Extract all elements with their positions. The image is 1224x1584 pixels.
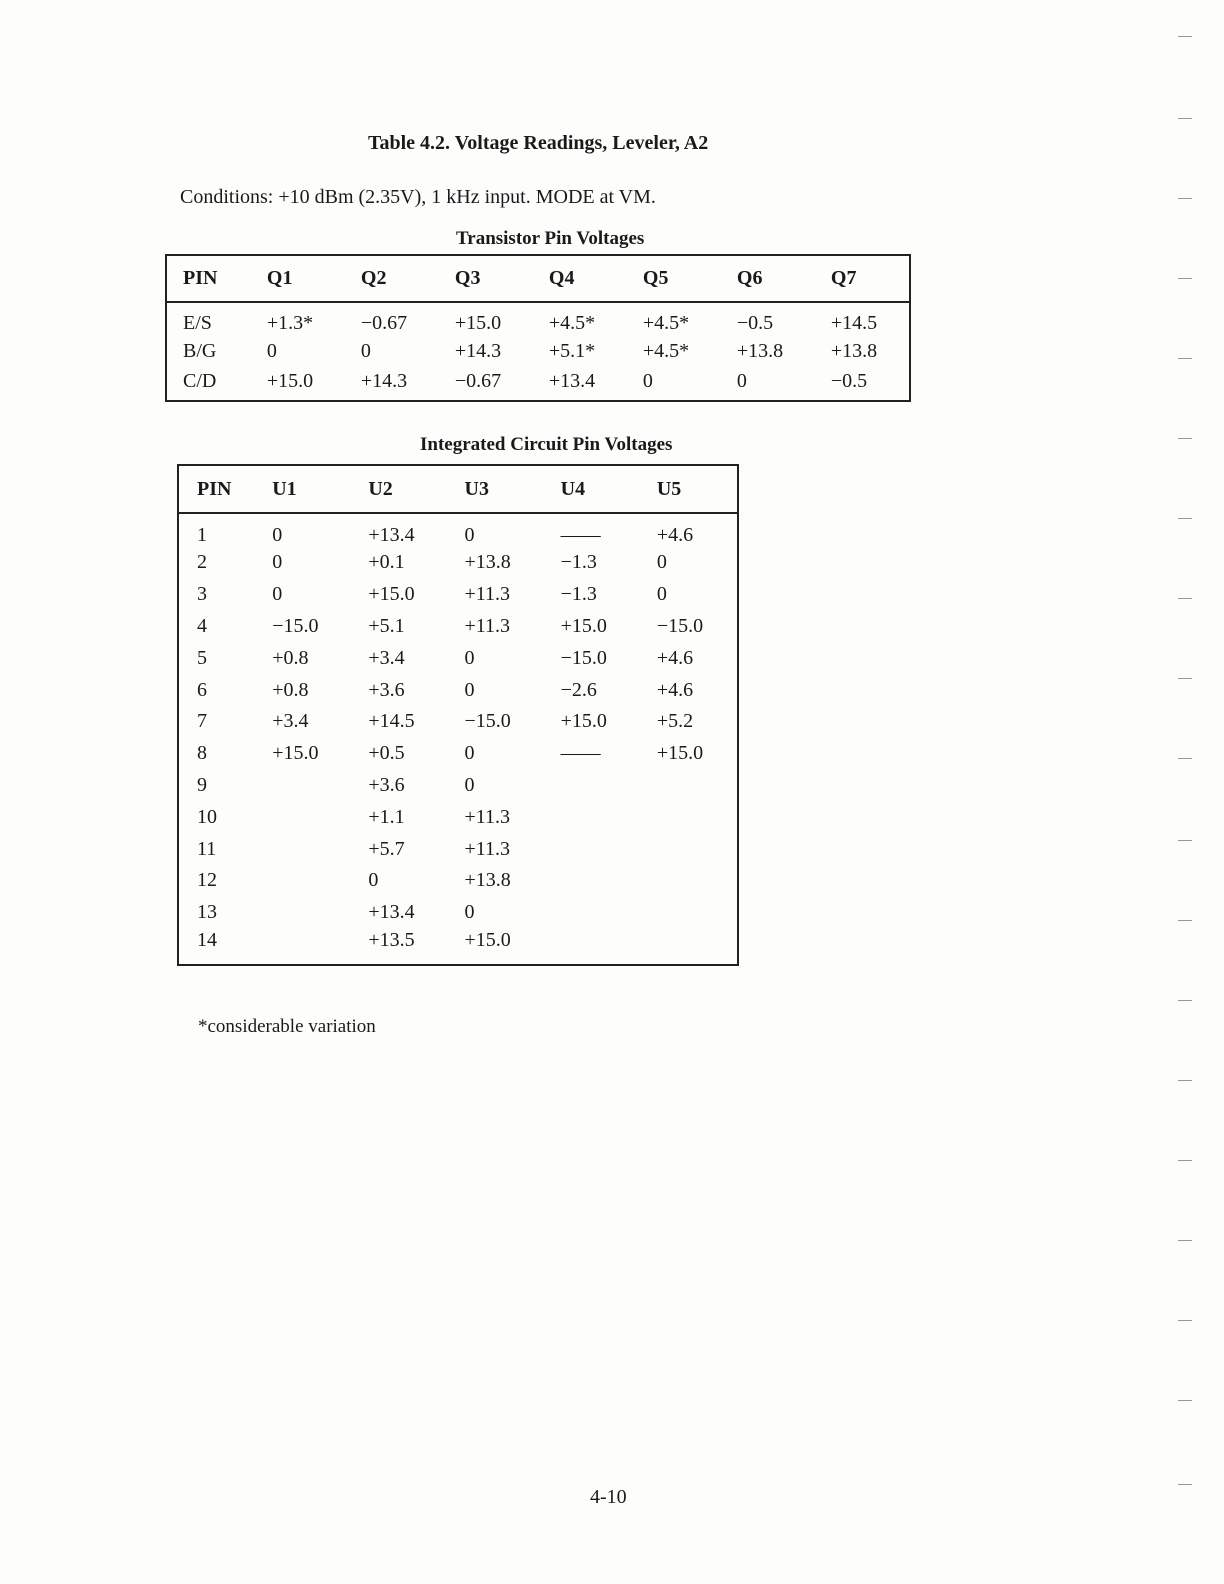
voltage-cell: +3.6: [368, 773, 405, 796]
voltage-cell: [641, 833, 738, 865]
voltage-cell: [256, 833, 352, 865]
table-row: [178, 897, 738, 929]
voltage-cell: +13.8: [830, 340, 878, 362]
voltage-cell: [256, 897, 352, 929]
voltage-cell: [545, 770, 641, 802]
voltage-cell: [256, 801, 352, 833]
voltage-cell: [545, 865, 641, 897]
voltage-cell: [545, 801, 641, 833]
voltage-cell: [641, 897, 738, 929]
column-header-q5: Q5: [642, 267, 669, 289]
voltage-cell: [256, 865, 352, 897]
table-row: [178, 642, 738, 674]
voltage-cell: +15.0: [266, 369, 314, 392]
voltage-cell: −2.6: [560, 678, 597, 701]
voltage-cell: 0: [656, 551, 667, 574]
pin-label-cell: 12: [197, 869, 217, 892]
pin-label-cell: 6: [197, 678, 207, 701]
pin-label-cell: 1: [197, 524, 207, 546]
voltage-cell: +13.4: [548, 369, 596, 392]
voltage-cell: 0: [642, 369, 653, 392]
voltage-cell: 0: [464, 524, 475, 546]
voltage-cell: +13.8: [464, 869, 511, 892]
voltage-cell: −1.3: [560, 583, 597, 606]
pin-label-cell: 9: [197, 773, 207, 796]
voltage-cell: −15.0: [272, 614, 319, 637]
voltage-cell: [641, 770, 738, 802]
pin-label-cell: C/D: [183, 369, 217, 392]
voltage-cell: −15.0: [560, 646, 607, 669]
voltage-cell: +13.4: [368, 524, 415, 546]
voltage-cell: 0: [360, 340, 371, 362]
voltage-cell: +13.5: [368, 928, 415, 951]
voltage-cell: [545, 929, 641, 965]
table-row: [178, 833, 738, 865]
voltage-cell: +5.1: [368, 614, 405, 637]
voltage-cell: +11.3: [464, 837, 511, 860]
table-row: [166, 302, 910, 335]
voltage-cell: 0: [266, 340, 277, 362]
voltage-cell: +15.0: [656, 742, 704, 765]
pin-label-cell: E/S: [183, 311, 212, 334]
table-row: [178, 929, 738, 965]
ic-pin-voltages-table: [177, 464, 739, 966]
voltage-cell: −15.0: [656, 614, 704, 637]
table-row: [166, 368, 910, 401]
voltage-cell: +5.2: [656, 710, 694, 733]
voltage-cell: +4.5*: [642, 340, 690, 362]
voltage-cell: −0.5: [830, 369, 868, 392]
table-row: [166, 335, 910, 368]
pin-label-cell: 11: [197, 837, 217, 860]
column-header-q1: Q1: [266, 267, 293, 289]
column-header-u4: U4: [560, 477, 586, 500]
pin-label-cell: 4: [197, 614, 207, 637]
footnote: *considerable variation: [198, 1016, 376, 1037]
voltage-cell: −0.67: [360, 311, 408, 334]
voltage-cell: +5.1*: [548, 340, 596, 362]
voltage-cell: [545, 833, 641, 865]
voltage-cell: +13.8: [464, 551, 511, 574]
pin-column-header: PIN: [197, 477, 232, 500]
voltage-cell: +13.4: [368, 901, 415, 924]
voltage-cell: +5.7: [368, 837, 405, 860]
voltage-cell: 0: [656, 583, 667, 606]
voltage-cell: 0: [272, 551, 283, 574]
pin-label-cell: B/G: [183, 340, 217, 362]
column-header-q3: Q3: [454, 267, 481, 289]
voltage-cell: +15.0: [368, 583, 415, 606]
voltage-cell: ——: [560, 742, 601, 765]
voltage-cell: +11.3: [464, 614, 511, 637]
table-row: [178, 513, 738, 547]
voltage-cell: +11.3: [464, 583, 511, 606]
voltage-cell: +14.3: [454, 340, 502, 362]
voltage-cell: −0.67: [454, 369, 502, 392]
table-row: [178, 674, 738, 706]
voltage-cell: 0: [272, 583, 283, 606]
voltage-cell: 0: [464, 646, 475, 669]
voltage-cell: +4.6: [656, 524, 694, 546]
voltage-cell: [545, 897, 641, 929]
voltage-cell: 0: [464, 773, 475, 796]
pin-label-cell: 14: [197, 928, 217, 951]
pin-label-cell: 8: [197, 742, 207, 765]
voltage-cell: +4.6: [656, 678, 694, 701]
voltage-cell: +0.8: [272, 678, 309, 701]
pin-label-cell: 5: [197, 646, 207, 669]
table-row: [178, 547, 738, 579]
voltage-cell: +4.5*: [642, 311, 690, 334]
table-row: [178, 611, 738, 643]
column-header-q4: Q4: [548, 267, 575, 289]
voltage-cell: 0: [272, 524, 283, 546]
voltage-cell: +14.5: [368, 710, 415, 733]
voltage-cell: +13.8: [736, 340, 784, 362]
column-header-q7: Q7: [830, 267, 857, 289]
voltage-cell: +4.6: [656, 646, 694, 669]
voltage-cell: +0.8: [272, 646, 309, 669]
voltage-cell: +3.4: [368, 646, 405, 669]
transistor-table-heading: Transistor Pin Voltages: [456, 228, 645, 249]
voltage-cell: +15.0: [454, 311, 502, 334]
table-header-row: [166, 255, 910, 302]
voltage-cell: −15.0: [464, 710, 511, 733]
voltage-cell: +14.3: [360, 369, 408, 392]
transistor-pin-voltages-table: [165, 254, 911, 402]
pin-column-header: PIN: [183, 267, 218, 289]
ic-table-heading: Integrated Circuit Pin Voltages: [420, 434, 673, 455]
table-row: [178, 770, 738, 802]
column-header-u5: U5: [656, 477, 682, 500]
voltage-cell: 0: [368, 869, 379, 892]
voltage-cell: −0.5: [736, 311, 774, 334]
table-row: [178, 579, 738, 611]
pin-label-cell: 13: [197, 901, 217, 924]
voltage-cell: 0: [736, 369, 747, 392]
voltage-cell: [641, 801, 738, 833]
page-number: 4-10: [590, 1486, 627, 1508]
pin-label-cell: 10: [197, 805, 217, 828]
voltage-cell: ——: [560, 524, 601, 546]
voltage-cell: +0.1: [368, 551, 405, 574]
column-header-u2: U2: [368, 477, 393, 500]
voltage-cell: 0: [464, 901, 475, 924]
voltage-cell: +3.6: [368, 678, 405, 701]
voltage-cell: +3.4: [272, 710, 309, 733]
voltage-cell: +15.0: [464, 928, 511, 951]
table-row: [178, 801, 738, 833]
table-row: [178, 706, 738, 738]
pin-label-cell: 7: [197, 710, 207, 733]
table-row: [178, 738, 738, 770]
column-header-q2: Q2: [360, 267, 387, 289]
voltage-cell: +15.0: [560, 710, 607, 733]
table-header-row: [178, 465, 738, 513]
voltage-cell: +15.0: [560, 614, 607, 637]
pin-label-cell: 3: [197, 583, 207, 606]
voltage-cell: [256, 770, 352, 802]
voltage-cell: 0: [464, 678, 475, 701]
column-header-u3: U3: [464, 477, 489, 500]
column-header-u1: U1: [272, 477, 297, 500]
pin-label-cell: 2: [197, 551, 207, 574]
voltage-cell: +0.5: [368, 742, 405, 765]
voltage-cell: [641, 865, 738, 897]
voltage-cell: +1.1: [368, 805, 405, 828]
voltage-cell: −1.3: [560, 551, 597, 574]
voltage-cell: +11.3: [464, 805, 511, 828]
conditions-text: Conditions: +10 dBm (2.35V), 1 kHz input. MODE at VM.: [180, 186, 656, 208]
table-row: [178, 865, 738, 897]
column-header-q6: Q6: [736, 267, 763, 289]
table-title: Table 4.2. Voltage Readings, Leveler, A2: [368, 132, 709, 154]
voltage-cell: +15.0: [272, 742, 319, 765]
voltage-cell: +4.5*: [548, 311, 596, 334]
voltage-cell: 0: [464, 742, 475, 765]
voltage-cell: [256, 929, 352, 965]
voltage-cell: [641, 929, 738, 965]
voltage-cell: +1.3*: [266, 311, 314, 334]
voltage-cell: +14.5: [830, 311, 878, 334]
